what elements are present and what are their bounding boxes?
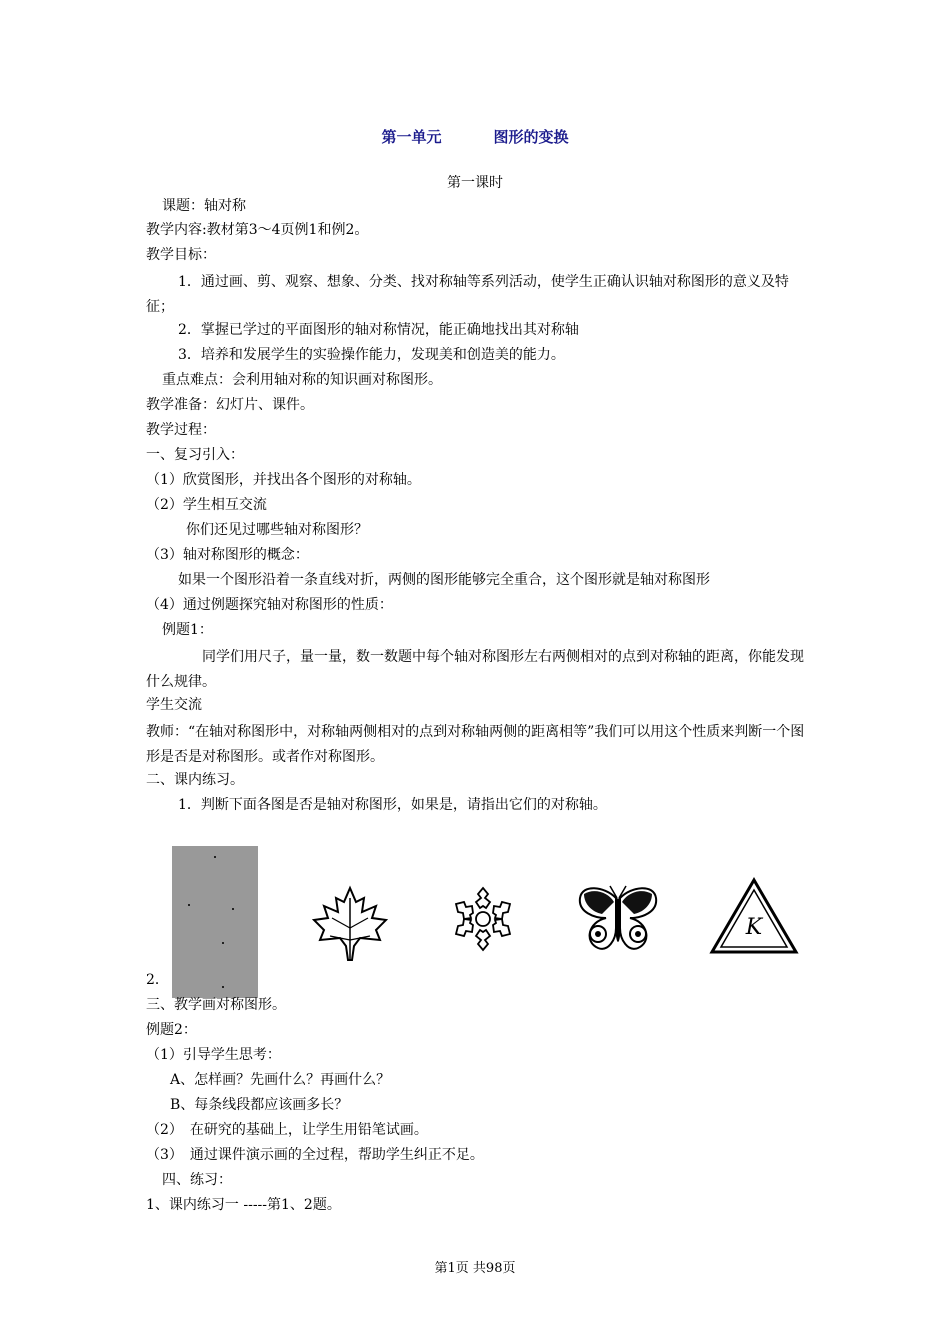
- page-footer: 第1页 共98页: [434, 1261, 516, 1276]
- text-line: （4）通过例题探究轴对称图形的性质：: [146, 597, 393, 613]
- text-line: （2）学生相互交流: [146, 497, 267, 513]
- text-line: 三、教学画对称图形。: [146, 997, 286, 1013]
- text-line: （1）引导学生思考：: [146, 1047, 281, 1063]
- text-line: 教学目标：: [146, 247, 216, 263]
- maple-leaf-icon: [310, 884, 390, 964]
- figure-k-label: K: [745, 915, 763, 940]
- snowflake-icon: [448, 884, 518, 954]
- text-line: （2） 在研究的基础上，让学生用铅笔试画。: [146, 1122, 428, 1138]
- text-line: （3） 通过课件演示画的全过程，帮助学生纠正不足。: [146, 1147, 484, 1163]
- text-paragraph: 1．通过画、剪、观察、想象、分类、找对称轴等系列活动，使学生正确认识轴对称图形的意义及特征；: [146, 274, 789, 315]
- unit-title-part2: 图形的变换: [493, 128, 569, 146]
- text-line: B、每条线段都应该画多长？: [170, 1097, 349, 1113]
- text-line: 例题2：: [146, 1022, 197, 1038]
- text-line: 3．培养和发展学生的实验操作能力，发现美和创造美的能力。: [178, 347, 565, 363]
- unit-title-part1: 第一单元: [381, 128, 442, 146]
- text-line: 教学过程：: [146, 422, 216, 438]
- text-line: 重点难点：会利用轴对称的知识画对称图形。: [162, 372, 442, 388]
- text-line: 1．判断下面各图是否是轴对称图形，如果是，请指出它们的对称轴。: [178, 797, 607, 813]
- text-line: 一、复习引入：: [146, 447, 244, 463]
- text-line: （1）欣赏图形，并找出各个图形的对称轴。: [146, 472, 421, 488]
- unit-title: [0, 126, 950, 147]
- text-line: 四、练习：: [162, 1172, 232, 1188]
- lesson-subtitle: 第一课时: [447, 175, 503, 191]
- text-line: 你们还见过哪些轴对称图形？: [186, 522, 368, 538]
- text-line: （3）轴对称图形的概念：: [146, 547, 309, 563]
- text-line: 学生交流: [146, 697, 202, 713]
- text-line: A、怎样画？先画什么？再画什么？: [170, 1072, 391, 1088]
- text-line: 教学准备：幻灯片、课件。: [146, 397, 314, 413]
- triangle-k-figure: [708, 876, 800, 956]
- text-line: 课题：轴对称: [162, 198, 246, 214]
- figure-placeholder: [172, 846, 258, 998]
- text-line: 如果一个图形沿着一条直线对折，两侧的图形能够完全重合，这个图形就是轴对称图形: [178, 572, 710, 588]
- text-line: 例题1：: [162, 622, 213, 638]
- text-line: 二、课内练习。: [146, 772, 244, 788]
- butterfly-icon: [576, 884, 660, 952]
- text-paragraph: 同学们用尺子，量一量，数一数题中每个轴对称图形左右两侧相对的点到对称轴的距离，你能发现什么规律。: [146, 649, 804, 690]
- text-line: 教学内容:教材第3～4页例1和例2。: [146, 222, 369, 238]
- text-line: 2．掌握已学过的平面图形的轴对称情况，能正确地找出其对称轴: [178, 322, 579, 338]
- text-line: 1、课内练习一 -----第1、2题。: [146, 1197, 341, 1213]
- text-paragraph: 教师：“在轴对称图形中，对称轴两侧相对的点到对称轴两侧的距离相等”我们可以用这个性质来判断一个图形是否是对称图形。或者作对称图形。: [146, 724, 805, 765]
- text-line: 2．: [146, 972, 169, 988]
